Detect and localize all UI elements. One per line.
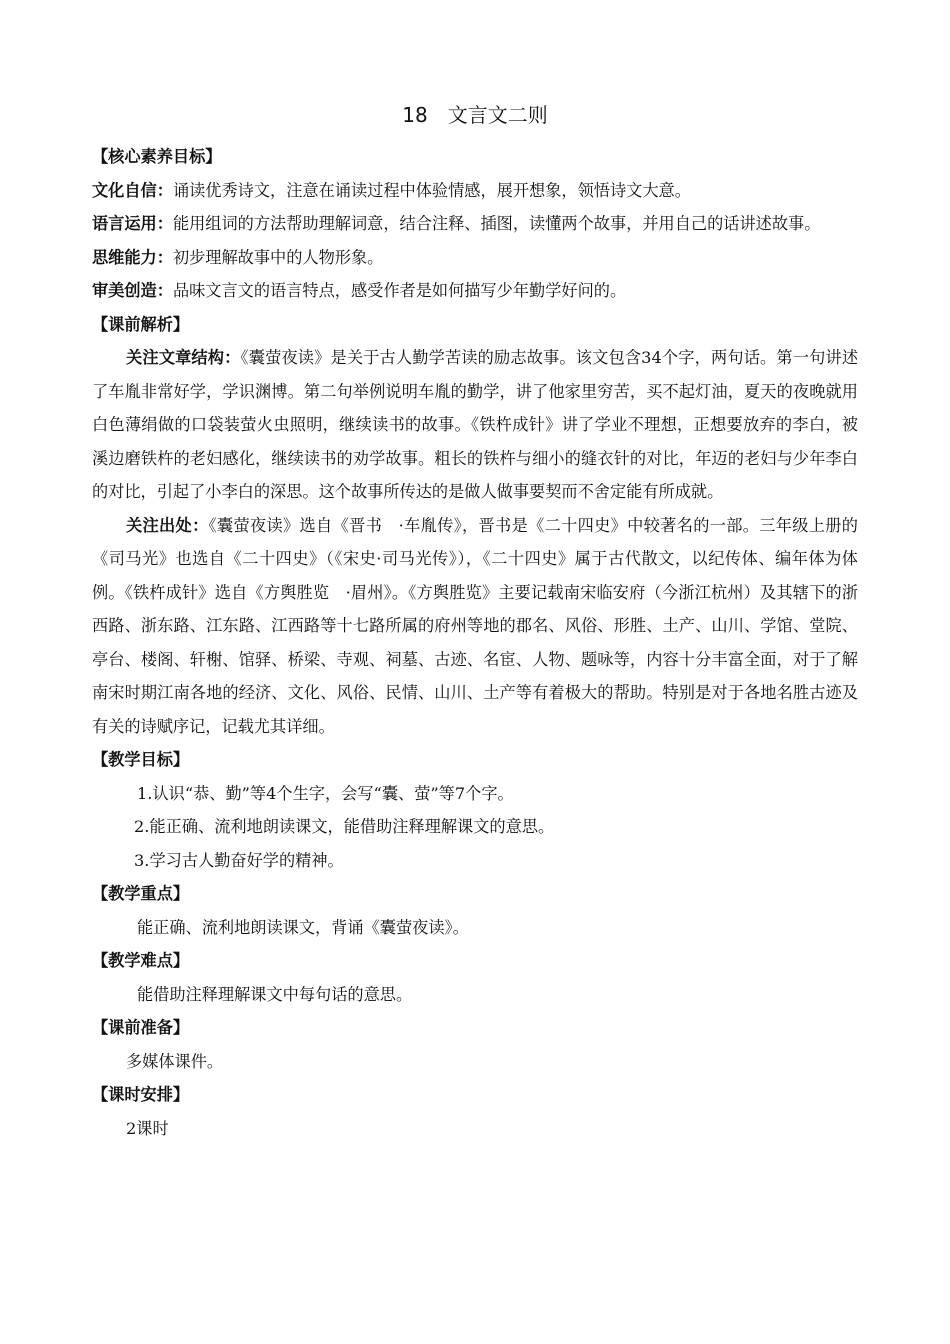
goal-language: 语言运用：能用组词的方法帮助理解词意，结合注释、插图，读懂两个故事，并用自己的话讲述故事。 bbox=[92, 214, 821, 233]
structure-paragraph: 关注文章结构：《囊萤夜读》是关于古人勤学苦读的励志故事。该文包含34个字，两句话。第一句讲述了车胤非常好学，学识渊博。第二句举例说明车胤的勤学，讲了他家里穷苦，买不起灯油，夏天的夜晚就用白色薄绢做的口袋装萤火虫照明，继续读书的故事。《铁杵成针》讲了学业不理想，正想要放弃的李白，被溪边磨铁杵的老妇感化，继续读书的劝学故事。粗长的铁杵与细小的缝衣针的对比，年迈的老妇与少年李白的对比，引起了小李白的深思。这个故事所传达的是做人做事要契而不舍定能有所成就。 bbox=[92, 348, 859, 501]
goal-culture: 文化自信：诵读优秀诗文，注意在诵读过程中体验情感，展开想象，领悟诗文大意。 bbox=[92, 180, 691, 200]
goal-thinking: 思维能力：初步理解故事中的人物形象。 bbox=[92, 247, 384, 267]
preparation-text: 多媒体课件。 bbox=[126, 1051, 224, 1071]
key-points-text: 能正确、流利地朗读课文，背诵《囊萤夜读》。 bbox=[137, 917, 469, 937]
page-title bbox=[0, 100, 950, 130]
goal-aesthetic: 审美创造：品味文言文的语言特点，感受作者是如何描写少年勤学好问的。 bbox=[92, 281, 627, 300]
teaching-goal-item: 3.学习古人勤奋好学的精神。 bbox=[134, 850, 344, 870]
pre-analysis-heading: 【课前解析】 bbox=[92, 314, 190, 334]
lesson-number: 18 bbox=[402, 103, 428, 127]
lesson-title: 文言文二则 bbox=[447, 103, 548, 127]
teaching-goal-item: 2.能正确、流利地朗读课文，能借助注释理解课文的意思。 bbox=[134, 817, 555, 836]
preparation-heading: 【课前准备】 bbox=[92, 1018, 190, 1037]
schedule-heading: 【课时安排】 bbox=[92, 1085, 190, 1104]
difficulties-heading: 【教学难点】 bbox=[92, 951, 190, 970]
teaching-goals-heading: 【教学目标】 bbox=[92, 750, 190, 769]
document-body bbox=[92, 140, 858, 1145]
schedule-text: 2课时 bbox=[126, 1118, 169, 1138]
difficulties-text: 能借助注释理解课文中每句话的意思。 bbox=[137, 984, 413, 1004]
source-paragraph: 关注出处：《囊萤夜读》选自《晋书 ·车胤传》，晋书是《二十四史》中较著名的一部。三年级上册的《司马光》也选自《二十四史》（《宋史·司马光传》），《二十四史》属于古代散文，以纪传体、编年体为体例。《铁杵成针》选自《方舆胜览 ·眉州》。《方舆胜览》主要记载南宋临安府（今浙江杭州）及其辖下的浙西路、浙东路、江东路、江西路等十七路所属的府州等地的郡名、风俗、形胜、土产、山川、学馆、堂院、亭台、楼阁、轩榭、馆驿、桥梁、寺观、祠墓、古迹、名宦、人物、题咏等，内容十分丰富全面，对于了解南宋时期江南各地的经济、文化、风俗、民情、山川、土产等有着极大的帮助。特别是对于各地名胜古迹及有关的诗赋序记，记载尤其详细。 bbox=[92, 515, 858, 736]
core-goals-heading: 【核心素养目标】 bbox=[92, 147, 222, 166]
teaching-goal-item: 1.认识“恭、勤”等4个生字，会写“囊、萤”等7个字。 bbox=[137, 783, 514, 803]
key-points-heading: 【教学重点】 bbox=[92, 884, 190, 903]
